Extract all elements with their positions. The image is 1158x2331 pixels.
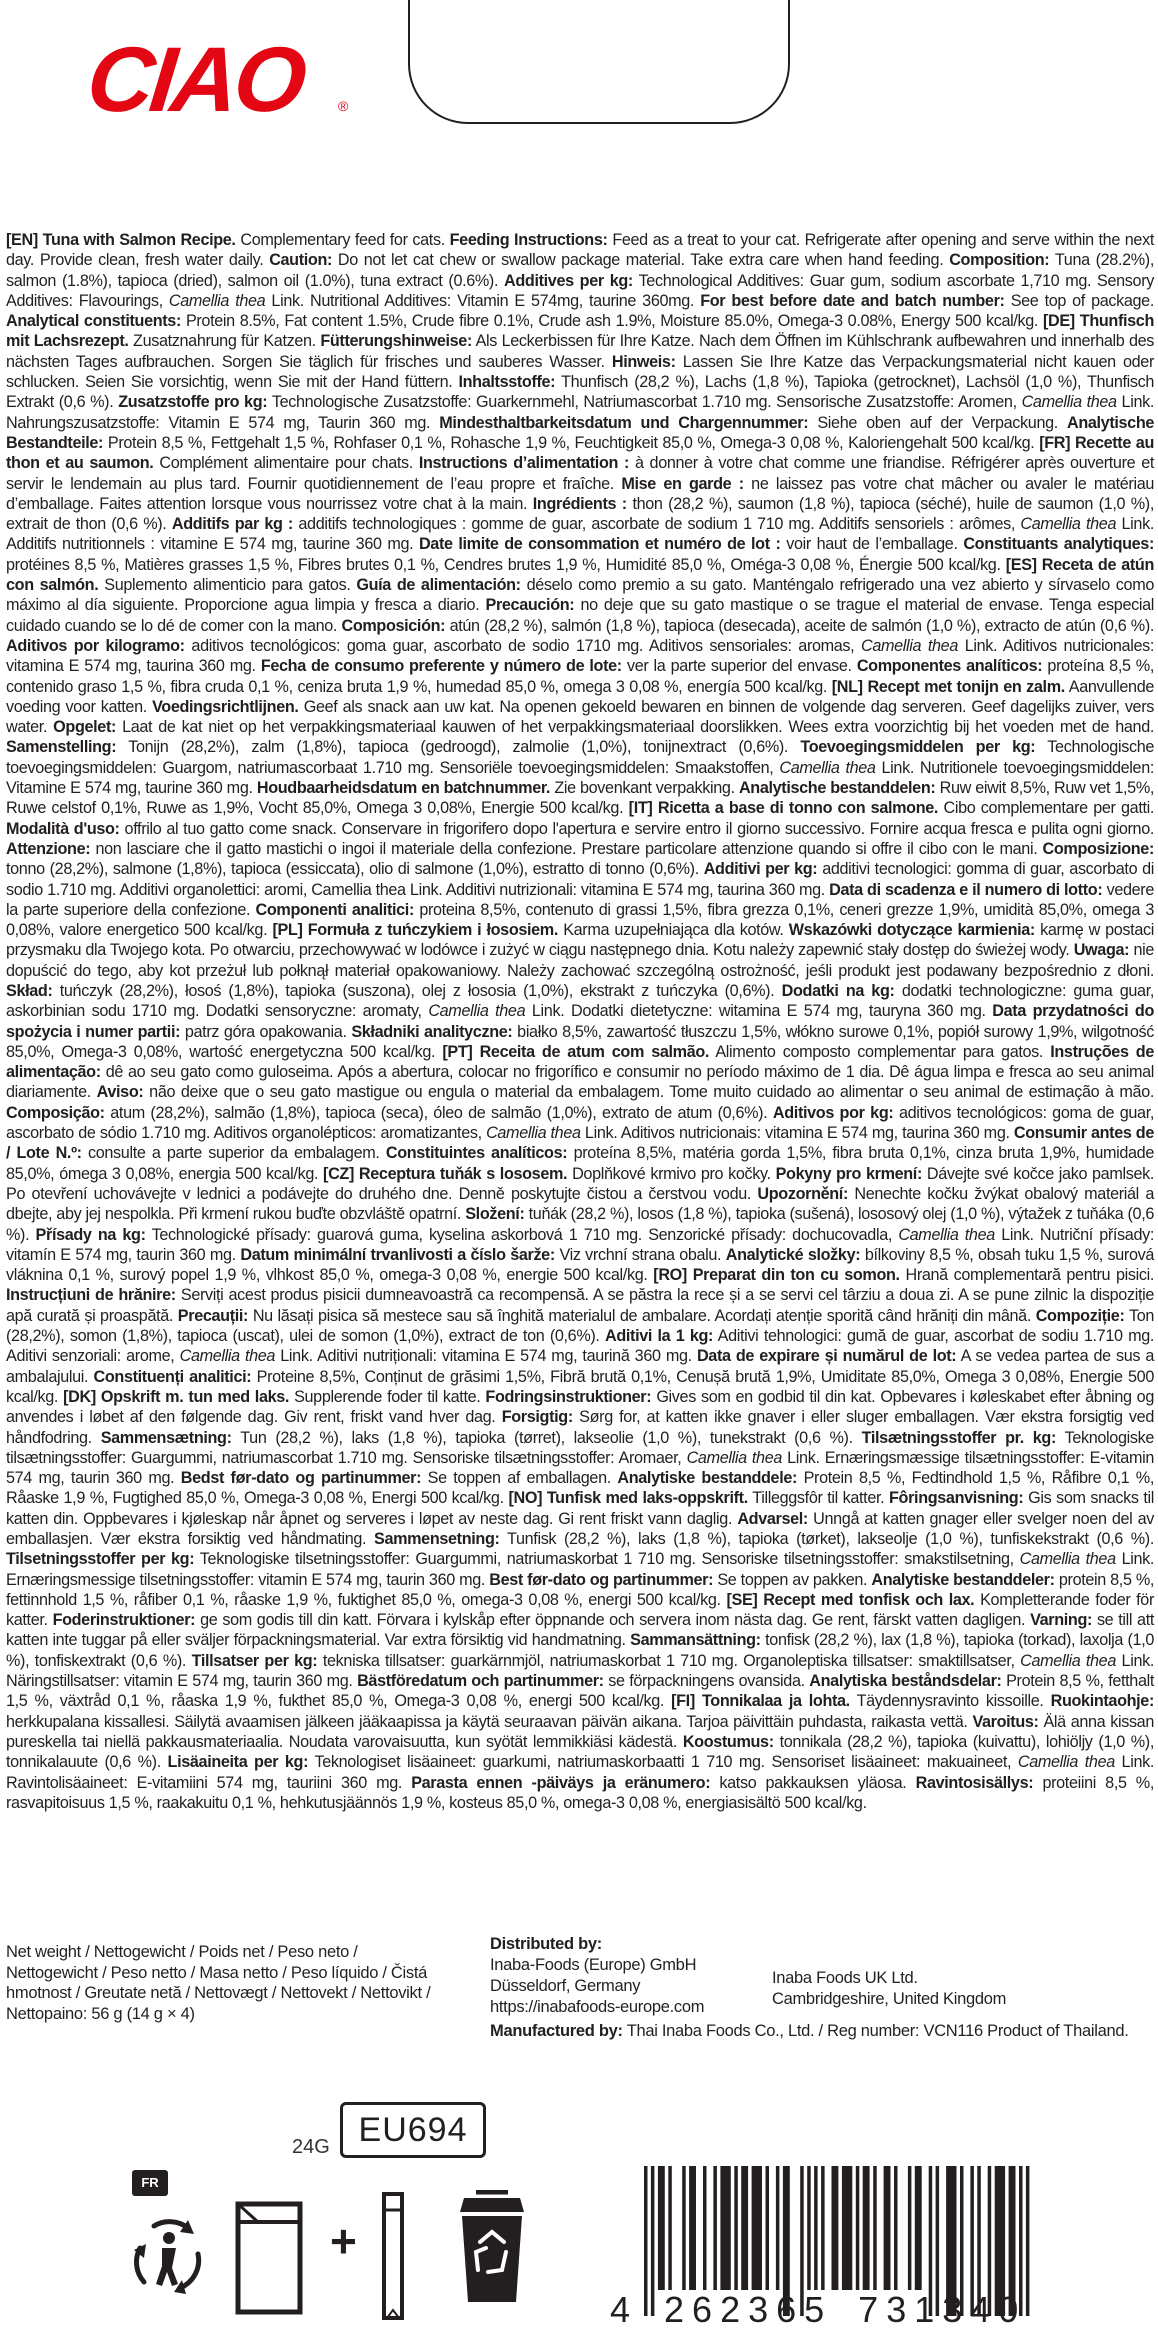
recycling-info (132, 2170, 552, 2330)
text-run: nie dopuścić do tego, aby kot przeżuł lub połknął materiał opakowaniowy. Należy zachować szczególną ostrożność, jeśli produkt jest podawany bezpośrednio z dłoni. (6, 941, 1154, 980)
text-run: ver la parte superior del envase. (621, 657, 857, 676)
country-tag-fr: FR (132, 2170, 168, 2196)
text-run-bold: Additifs par kg : (171, 515, 293, 534)
text-run: Link. Aditivos nutricionais: vitamina E 574 mg, taurina 360 mg. (580, 1124, 1014, 1143)
text-run-bold: [CZ] Receptura tuňák s lososem. (323, 1164, 568, 1183)
text-run: Link. Dodatki dietetyczne: witamina E 574 mg, tauryna 360 mg. (525, 1002, 993, 1021)
text-run: no deje que su gato mastique o se trague el material de envase. Tenga especial cuidado cuando se lo dé de comer con la mano. (6, 596, 1154, 635)
barcode-bar (842, 2166, 852, 2290)
text-run: See top of package. (1004, 291, 1154, 310)
text-run-bold: Tilsætningsstoffer pr. kg: (861, 1428, 1057, 1447)
text-run-bold: Aditivos por kilogramo: (6, 636, 185, 655)
text-run-bold: Instrucțiuni de hrănire: (6, 1286, 176, 1305)
text-run-bold: Mindesthaltbarkeitsdatum und Chargennummer: (439, 413, 809, 432)
text-run-bold: Wskazówki dotyczące karmienia: (788, 921, 1035, 940)
text-run: protein 8,5 %, fettinnhold 1,5 %, råfiber 0,1 %, råaske 1,9 %, fuktighet 85,0 %, omega-3 0,08 %, energi 500 kcal/kg. (6, 1570, 1155, 1609)
text-run-bold: [NL] Recept met tonijn en zalm. (831, 677, 1065, 696)
text-run: Hrană complementară pentru pisici. (899, 1266, 1154, 1285)
text-run: Technologische Zusatzstoffe: Guarkernmehl, Natriumascorbat 1.710 mg. Sensorische Zusatzstoffe: Aromen, (267, 393, 1022, 412)
text-run: Technological Additives: Guar gum, sodium ascorbate 1,710 mg. Sensory Additives: Flavourings, (6, 271, 1154, 310)
text-run: tekniska tillsatser: guarkärnmjöl, natriumaskorbat 1 710 mg. Organoleptiska tillsatser: smaktillsatser, (317, 1651, 1021, 1670)
text-run-bold: [NO] Tunfisk med laks-oppskrift. (508, 1489, 748, 1508)
text-run: Tuna (28.2%), salmon (1.8%), tapioca (dried), salmon oil (1.0%), tuna extract (0.6%). (6, 251, 1154, 290)
text-run: atum (28,2%), salmão (1,8%), tapioca (seca), óleo de salmão (1,0%), extrato de atum (0,6%). (104, 1103, 773, 1122)
text-run: patrz góra opakowania. (180, 1022, 352, 1041)
barcode-bar (720, 2166, 730, 2290)
text-run-bold: Sammensetning: (374, 1530, 500, 1548)
text-run-bold: Pokyny pro krmení: (775, 1164, 922, 1183)
text-run-italic: Camellia thea (1019, 1550, 1116, 1569)
text-run-bold: Ruokintaohje: (1050, 1692, 1154, 1711)
text-run: consulte a parte superior da embalagem. (81, 1144, 386, 1163)
barcode-bar (908, 2166, 912, 2290)
text-run: Link. Ernæringsmessige tilsetningsstoffer: vitamin E 574 mg, taurin 360 mg. (6, 1550, 1155, 1589)
blank-label-area (408, 0, 790, 124)
text-run: Link. Nahrungszusatzstoffe: Vitamin E 574 mg, Taurin 360 mg. (6, 393, 1154, 432)
barcode (610, 2166, 1158, 2331)
text-run-italic: Camellia thea (486, 1124, 581, 1143)
text-run: voir haut de l’emballage. (780, 535, 964, 554)
text-run-bold: Lisäaineita per kg: (167, 1753, 309, 1772)
net-weight-line: Net weight / Nettogewicht / Poids net / Peso neto / (6, 1943, 358, 1961)
text-run-bold: Date limite de consommation et numéro de lot : (418, 535, 781, 554)
text-run-bold: Analytical constituents: (6, 312, 181, 331)
text-run-bold: Varning: (1030, 1611, 1093, 1630)
barcode-first-digit: 4 (610, 2289, 639, 2330)
text-run-bold: [DK] Opskrift m. tun med laks. (63, 1387, 290, 1406)
text-run: Sørg for, at katten ikke gnaver i eller sluger emballagen. Vær ekstra forsigtig ved håndfodring. (6, 1408, 1154, 1447)
text-run: dodatki technologiczne: guma guar, askorbinian sodu 1710 mg. Dodatki sensoryczne: aromaty, (6, 981, 1154, 1021)
text-run-bold: Přísady na kg: (35, 1225, 146, 1244)
text-run: ne laissez pas votre chat mâcher ou avaler le matériau d’emballage. Faites attention lorsque vous nourrissez votre chat à la main. (6, 474, 1155, 513)
text-run-bold: Sammensætning: (100, 1428, 232, 1447)
text-run-bold: Composición: (341, 616, 446, 635)
text-run: vedere la parte superiore della confezione. (6, 880, 1154, 919)
text-run: Lassen Sie Ihre Katze das Verpackungsmaterial nicht kauen oder schlucken. Seien Sie vorsichtig, wenn Sie mit der Hand füttern. (6, 352, 1154, 392)
text-run-bold: Constituants analytiques: (963, 535, 1154, 554)
text-run-bold: Feeding Instructions: (449, 231, 608, 249)
text-run: Gis som snacks til katten din. Oppbevares i kjøleskap når åpnet og serveres i løpet av neste dag. Gi rent friskt vann daglig. (6, 1489, 1154, 1528)
text-run-bold: [EN] Tuna with Salmon Recipe. (6, 231, 236, 249)
text-run: tuńczyk (28,2%), łosoś (1,8%), tapioka (suszona), olej z łososia (1,0%), ekstrakt z tuńczyka (0,6%). (52, 981, 782, 1000)
text-run-italic: Camellia thea (168, 291, 266, 310)
text-run: Technologische toevoegingsmiddelen: Guargom, natriumascorbaat 1.710 mg. Sensoriële toevoegingsmiddelen: Smaakstoffen, (6, 738, 1154, 777)
text-run: Se toppen av pakken. (713, 1570, 872, 1589)
text-run: se till att katten inte tuggar på eller sväljer förpackningsmaterial. Var extra försiktig vid handmatning. (6, 1611, 1154, 1650)
text-run: Ruw eiwit 8,5%, Ruw vet 1,5%, Ruwe celstof 0,1%, Ruwe as 1,9%, Vocht 85,0%, Omega 3 0,08%, Energie 500 kcal/kg. (6, 779, 1155, 818)
text-run-bold: Upozornění: (757, 1184, 848, 1203)
text-run-bold: Advarsel: (737, 1509, 808, 1528)
text-run-italic: Camellia thea (428, 1002, 526, 1021)
pouch-icon (228, 2198, 310, 2318)
barcode-left-group: 262365 (664, 2289, 833, 2330)
barcode-bar (814, 2166, 818, 2290)
text-run: Complementary feed for cats. (235, 231, 450, 249)
net-weight-line: hmotnost / Greutate netă / Nettovægt / Nettovekt / Nettovikt / (6, 1984, 431, 2002)
distributor-uk-block (772, 1968, 1072, 2010)
text-run: Link. Näringstillsatser: vitamin E 574 mg, taurin 360 mg. (6, 1651, 1154, 1691)
text-run: Thunfisch (28,2 %), Lachs (1,8 %), Tapioka (getrocknet), Lachsöl (1,0 %), Thunfisch Extrakt (0,6 %). (6, 373, 1155, 412)
text-run: Link. Ernæringsmæssige tilsætningsstoffer: E-vitamin 574 mg, taurin 360 mg. (6, 1448, 1154, 1488)
text-run-bold: Bästföredatum och partinummer: (357, 1672, 604, 1691)
text-run-italic: Camellia thea (1021, 393, 1117, 412)
text-run: Protein 8,5 %, Fedtindhold 1,5 %, Råfibre 0,1 %, Råaske 1,9 %, Fugtighed 85,0 %, Omega-3 0,08 %, Energi 500 kcal/kg. (6, 1469, 1155, 1508)
text-run: Proteine 8,5%, Conținut de grăsimi 1,5%, Fibră brută 0,1%, Cenușă brută 1,9%, Umiditate 85,0%, Omega 3 0,08%, Energie 500 kcal/kg. (6, 1367, 1154, 1406)
text-run-bold: Analytiske bestanddele: (617, 1469, 798, 1488)
text-run-bold: Zusatzstoffe pro kg: (118, 393, 268, 412)
text-run: Se toppen af emballagen. (421, 1469, 618, 1488)
barcode-bar (915, 2166, 922, 2290)
text-run: Protein 8.5%, Fat content 1.5%, Crude fibre 0.1%, Crude ash 1.9%, Moisture 85.0%, Omega-3 0.08%, Energy 500 kcal/kg. (181, 312, 1043, 331)
text-run-bold: Constituintes analíticos: (385, 1144, 568, 1163)
text-run-bold: Tillsatser per kg: (191, 1651, 318, 1670)
text-run: Link. Aditivos nutricionales: vitamina E 574 mg, taurina 360 mg. (6, 636, 1154, 676)
distributor-eu-line: Düsseldorf, Germany (490, 1977, 641, 1995)
text-run-bold: [FR] Recette au thon et au saumon. (6, 433, 1154, 473)
text-run: Siehe oben auf der Verpackung. (808, 413, 1067, 432)
text-run: Doplňkové krmivo pro kočky. (567, 1164, 776, 1183)
text-run: A se vedea partea de sus a ambalajului. (6, 1347, 1154, 1386)
text-run: proteina 8,5%, contenuto di grassi 1,5%, fibra grezza 0,1%, ceneri grezze 1,9%, umidità 85,0%, omega 3 0,08%, valore energetico 500 kcal/kg. (6, 900, 1154, 940)
barcode-bar (894, 2166, 898, 2290)
text-run: proteína 8,5 %, contenido graso 1,5 %, fibra cruda 0,1 %, ceniza bruta 1,9 %, humedad 85,0 %, omega 3 0,08 %, energía 500 kcal/kg. (6, 657, 1154, 696)
text-run: Suplemento alimenticio para gatos. (98, 576, 357, 595)
barcode-bar (873, 2166, 877, 2290)
text-run: Nenechte kočku žvýkat obalový materiál a dbejte, aby jej nespolkla. Při krmení rukou buďte obzvláště opatrní. (6, 1184, 1154, 1224)
text-run: protéines 8,5 %, Matières grasses 1,5 %, Fibres brutes 0,1 %, Cendres brutes 1,9 %, Humidité 85,0 %, Oméga-3 0,08 %, Énergie 500 kcal/kg. (6, 555, 1006, 574)
net-weight-line: Nettopaino: 56 g (14 g × 4) (6, 2004, 195, 2023)
text-run-italic: Camellia thea (1020, 515, 1117, 534)
text-run-italic: Camellia thea (779, 758, 876, 777)
barcode-bar (766, 2166, 770, 2290)
text-run: Karma uzupełniająca dla kotów. (558, 921, 789, 940)
text-run-bold: Composition: (949, 251, 1050, 270)
text-run: białko 8,5%, zawartość tłuszczu 1,5%, włókno surowe 0,1%, popiół surowy 1,9%, wilgotność 85,0%, Omega-3 0,08%, wartość energetyczna 500 kcal/kg. (6, 1022, 1155, 1061)
text-run-bold: Best før-dato og partinummer: (489, 1570, 714, 1589)
text-run-bold: Precaución: (485, 596, 575, 615)
text-run-italic: Camellia thea (1020, 1651, 1116, 1670)
text-run-bold: Foderinstruktioner: (52, 1611, 196, 1630)
text-run: Teknologiske tilsætningsstoffer: Guargummi, natriumascorbat 1.710 mg. Sensoriske tilsætningsstoffer: Aromaer, (6, 1428, 1154, 1467)
text-run: bílkoviny 8,5 %, obsah tuku 1,5 %, surová vláknina 0,1 %, surový popel 1,9 %, vlhkost 85,0 %, omega-3 0,08 %, energie 500 kcal/kg. (6, 1245, 1154, 1285)
text-run: aditivos tecnológicos: goma de guar, ascorbato de sódio 1.710 mg. Aditivos organolépticos: aromatizantes, (6, 1103, 1154, 1143)
text-run-bold: Sammansättning: (630, 1631, 761, 1650)
text-run-bold: Skład: (6, 981, 53, 1000)
text-run: Kompletterande foder för katter. (6, 1590, 1154, 1630)
barcode-bar (821, 2166, 825, 2290)
text-run-bold: Fodringsinstruktioner: (485, 1387, 652, 1406)
lot-code-box: EU694 (340, 2102, 486, 2158)
text-run-bold: Toevoegingsmiddelen per kg: (800, 738, 1036, 757)
barcode-bar (863, 2166, 870, 2290)
barcode-bar (741, 2166, 748, 2290)
text-run: Älä anna kissan pureskella tai niellä pakkausmateriaalia. Noudata varovaisuutta, kun syötät lemmikkiäsi kädestä. (6, 1712, 1154, 1751)
distributor-block (490, 1934, 790, 2018)
text-run: Tunfisk (28,2 %), laks (1,8 %), tapioka (tørket), lakseolje (1,0 %), tunfiskekstrakt (0,6 %). (499, 1530, 1154, 1548)
text-run-bold: Attenzione: (6, 839, 91, 858)
text-run: Tilleggsfôr til katter. (747, 1489, 890, 1508)
text-run: aditivos tecnológicos: goma guar, ascorbato de sodio 1710 mg. Aditivos sensoriales: aromas, (184, 636, 862, 655)
distributor-uk-line: Cambridgeshire, United Kingdom (772, 1990, 1007, 2008)
ciao-logo: CIAO (82, 29, 308, 131)
text-run: offrilo al tuo gatto come snack. Conservare in frigorifero dopo l'apertura e servire entro il giorno successivo. Fornire acqua fresca e pulita ogni giorno. (119, 819, 1154, 838)
text-run-bold: Datum minimální trvanlivosti a číslo šarže: (240, 1245, 555, 1264)
text-run-bold: Analytische Bestandteile: (6, 413, 1155, 452)
text-run: Cibo complementare per gatti. (938, 799, 1155, 818)
text-run-bold: [RO] Preparat din ton cu somon. (653, 1266, 900, 1285)
text-run: Dávejte své kočce jako pamlsek. Po otevření uchovávejte v lednici a podávejte do druhého dne. Denně poskytujte čistou a čerstvou vodu. (6, 1164, 1155, 1203)
text-run: additifs technologiques : gomme de guar, ascorbate de sodium 1 710 mg. Additifs sensoriels : arômes, (292, 515, 1021, 534)
text-run: tuňák (28,2 %), losos (1,8 %), tapioka (sušená), lososový olej (1,0 %), výtažek z tuňáka (0,6 %). (6, 1205, 1154, 1244)
net-weight-block (6, 1942, 446, 2024)
registered-mark: ® (338, 98, 349, 114)
text-run: Aditivi tehnologici: gumă de guar, ascorbat de sodiu 1.710 mg. Aditivi senzoriali: arome, (6, 1327, 1155, 1366)
text-run-bold: Componenti analitici: (255, 900, 414, 919)
weight-code: 24G (292, 2136, 330, 2158)
ingredients-text-block (6, 230, 1154, 1813)
text-run-italic: Camellia thea (179, 1347, 276, 1366)
text-run: Link. Additifs nutritionnels : vitamine E 574 mg, taurine 360 mg. (6, 515, 1154, 554)
stick-pack-icon (378, 2188, 408, 2324)
text-run: additivi tecnologici: gomma di guar, ascorbato di sodio 1.710 mg. Additivi organolettici: aromi, Camellia thea Link. Additivi nutrizionali: vitamina E 574 mg, taurina 360 mg. (6, 860, 1154, 899)
text-run: Ton (28,2%), somon (1,8%), tapioca (uscat), ulei de somon (1,0%), extract de ton (0,6%). (6, 1306, 1154, 1346)
text-run: déselo como premio a su gato. Manténgalo refrigerado una vez abierto y sírvaselo como máximo al día siguiente. Proporcione agua limpia y fresca a diario. (6, 576, 1154, 615)
text-run: herkkupalana kissallesi. Säilytä avaamisen jälkeen jääkaapissa ja käytä seuraavan päivän aikana. Tarjoa päivittäin puhdasta, raikasta vettä. (6, 1712, 973, 1731)
text-run-bold: Consumir antes de / Lote N.º: (6, 1124, 1154, 1163)
barcode-bar (734, 2166, 738, 2290)
text-run-bold: Dodatki na kg: (781, 981, 895, 1000)
distributor-uk-line: Inaba Foods UK Ltd. (772, 1969, 918, 1987)
text-run-bold: Composizione: (1042, 839, 1154, 858)
text-run-bold: Houdbaarheidsdatum en batchnummer. (256, 779, 551, 798)
text-run: Nu lăsați pisica să mestece sau să înghită materialul de ambalare. Acordați atenție sporită când hrăniți din mână. (248, 1306, 1036, 1325)
text-run-bold: [PL] Formuła z tuńczykiem i łososiem. (272, 921, 558, 940)
text-run-bold: Složení: (465, 1205, 525, 1224)
text-run: Teknologiset lisäaineet: guarkumi, natriumaskorbaatti 1 710 mg. Sensoriset lisäaineet: makuaineet, (308, 1753, 1018, 1772)
barcode-bar (682, 2166, 686, 2290)
text-run-bold: Hinweis: (611, 352, 676, 371)
text-run: Unngå at katten gnager eller svelger noen del av emballasjen. Vær ekstra forsiktig ved håndmating. (6, 1509, 1154, 1548)
text-run: Teknologiske tilsetningsstoffer: Guargummi, natriumaskorbat 1 710 mg. Sensoriske tilsetningsstoffer: smakstilsetning, (194, 1550, 1020, 1569)
text-run-italic: Camellia thea (898, 1225, 995, 1244)
text-run: Täydennysravinto kissoille. (849, 1692, 1051, 1711)
text-run: thon (28,2 %), saumon (1,8 %), tapioca (séché), huile de saumon (1,0 %), extrait de thon (0,6 %). (6, 494, 1154, 534)
text-run-bold: Instruções de alimentação: (6, 1042, 1154, 1082)
text-run: Aanvullende voeding voor katten. (6, 677, 1155, 716)
distributor-title: Distributed by: (490, 1935, 602, 1953)
text-run-bold: Fütterungshinweise: (320, 332, 472, 351)
text-run: Alimento composto complementar para gatos. (709, 1042, 1051, 1061)
text-run-bold: [IT] Ricetta a base di tonno con salmone. (628, 799, 939, 818)
text-run-bold: Modalità d'uso: (6, 819, 120, 838)
text-run-bold: [ES] Receta de atún con salmón. (6, 555, 1154, 595)
barcode-bar (713, 2166, 717, 2290)
text-run: Laat de kat niet op het verpakkingsmateriaal kauwen of het verpakkingsmateriaal doorslikken. Wees extra voorzichtig bij het voeden met de hand. (116, 718, 1154, 737)
text-run-bold: Składniki analityczne: (351, 1022, 513, 1041)
text-run: Link. Aditivi nutriționali: vitamina E 574 mg, taurină 360 mg. (275, 1347, 697, 1366)
text-run-bold: Mise en garde : (621, 474, 744, 493)
barcode-bar (776, 2166, 780, 2290)
text-run: Als Leckerbissen für Ihre Katze. Nach dem Öffnen im Kühlschrank aufbewahren und innerhalb des nächsten Tages aufbrauchen. Sorgen Sie täglich für frisches und sauberes Wasser. (6, 332, 1155, 371)
text-run-bold: Aditivi la 1 kg: (605, 1327, 714, 1346)
text-run: Supplerende foder til katte. (289, 1387, 486, 1406)
text-run: Protein 8,5 %, Fettgehalt 1,5 %, Rohfaser 0,1 %, Rohasche 1,9 %, Feuchtigkeit 85,0 %, Omega-3 0,08 %, Kaloriengehalt 500 kcal/kg. (103, 433, 1040, 452)
barcode-bar (658, 2166, 665, 2290)
text-run-bold: Uwaga: (1073, 941, 1130, 960)
text-run-bold: Analytiske bestanddeler: (871, 1570, 1055, 1589)
text-run: Zie bovenkant verpakking. (550, 779, 739, 798)
text-run: Complément alimentaire pour chats. (153, 454, 419, 473)
text-run-bold: Varoitus: (972, 1712, 1039, 1731)
text-run-bold: Aditivos por kg: (772, 1103, 894, 1122)
recycle-bin-icon (446, 2190, 538, 2310)
text-run-bold: Bedst før-dato og partinummer: (180, 1469, 422, 1488)
text-run: katso pakkauksen yläosa. (710, 1773, 916, 1792)
text-run: tonfisk (28,2 %), lax (1,8 %), tapioka (torkad), laxolja (1,0 %), tonfiskextrakt (0,6 %). (6, 1631, 1155, 1670)
barcode-bar (689, 2166, 696, 2290)
text-run-bold: Additives per kg: (504, 271, 633, 290)
text-run: atún (28,2 %), salmón (1,8 %), tapioca (desecada), aceite de salmón (1,0 %), extracto de atún (0,6 %). (445, 616, 1155, 635)
text-run: se förpackningens ovansida. (603, 1672, 810, 1691)
text-run-bold: Data przydatności do spożycia i numer partii: (6, 1002, 1154, 1041)
text-run-bold: [SE] Recept med tonfisk och lax. (726, 1590, 975, 1609)
barcode-bar (884, 2166, 891, 2290)
barcode-right-group: 731340 (858, 2289, 1027, 2330)
text-run: Protein 8,5 %, fetthalt 1,5 %, växtråd 0,1 %, råaska 1,9 %, fukthet 85,0 %, Omega-3 0,08 %, energi 500 kcal/kg. (6, 1672, 1154, 1711)
text-run: Link. Nutritionele toevoegingsmiddelen: Vitamine E 574 mg, taurine 360 mg. (6, 758, 1154, 798)
text-run: Do not let cat chew or swallow package material. Take extra care when hand feeding. (332, 251, 950, 270)
barcode-bar (703, 2166, 707, 2290)
distributor-eu-line: https://inabafoods-europe.com (490, 1998, 705, 2016)
text-run-bold: For best before date and batch number: (700, 291, 1005, 310)
text-run: à donner à votre chat comme une friandise. Réfrigérer après ouverture et servir le lendemain au plus tard. Fournir quotidiennement de l’eau propre et fraîche. (6, 454, 1154, 493)
text-run: Technologické přísady: guarová guma, kyselina askorbová 1 710 mg. Senzorické přísady: dochucovadla, (145, 1225, 899, 1244)
text-run-bold: Analytiska beståndsdelar: (809, 1672, 1002, 1691)
text-run: tonno (28,2%), salmone (1,8%), tapioca (essiccata), olio di salmone (1,0%), estratto di tonno (0,6%). (6, 860, 704, 879)
manufacturer-line (490, 2021, 1150, 2042)
text-run-bold: Caution: (269, 251, 333, 270)
text-run-bold: Precauții: (177, 1306, 249, 1325)
text-run-bold: Tilsetningsstoffer per kg: (6, 1550, 195, 1569)
text-run-bold: Constituenți analitici: (93, 1367, 252, 1386)
text-run-bold: Guía de alimentación: (356, 576, 521, 595)
text-run: Link. Nutriční přísady: vitamín E 574 mg, taurin 360 mg. (6, 1225, 1154, 1264)
text-run-bold: Analytické složky: (725, 1245, 861, 1264)
text-run: Feed as a treat to your cat. Refrigerate after opening and serve within the next day. Provide clean, fresh water daily. (6, 231, 1154, 270)
text-run-bold: Analytische bestanddelen: (738, 779, 936, 798)
text-run-bold: Samenstelling: (6, 738, 117, 757)
text-run-bold: Inhaltsstoffe: (458, 373, 556, 392)
text-run: proteiini 8,5 %, rasvapitoisuus 1,5 %, raakakuitu 0,1 %, hehkutusjäännös 1,9 %, kosteus 85,0 %, omega-3 0,08 %, energiasisältö 500 kcal/kg. (6, 1773, 1154, 1812)
text-run-bold: Ravintosisällys: (915, 1773, 1034, 1792)
text-run: tonnikala (28,2 %), tapioka (kuivattu), lohiöljy (1,0 %), tonnikalauute (0,6 %). (6, 1732, 1154, 1772)
text-run-italic: Camellia thea (1017, 1753, 1115, 1772)
text-run-bold: Composição: (6, 1103, 105, 1122)
distributor-eu-line: Inaba-Foods (Europe) GmbH (490, 1956, 697, 1974)
text-run: non lasciare che il gatto mastichi o ingoi il materiale della confezione. Prestare particolare attenzione quando si offre il cibo con le mani. (90, 839, 1043, 858)
text-run-italic: Camellia thea (686, 1448, 782, 1467)
text-run: karmę w postaci przysmaku dla Twojego kota. Po otwarciu, przechowywać w lodówce i zużyć w ciągu następnego dnia. Kotu należy zapewnić stały dostęp do świeżej wody. (6, 921, 1154, 960)
text-run-bold: Aviso: (96, 1083, 144, 1102)
text-run-bold: Data di scadenza e il numero di lotto: (829, 880, 1103, 899)
text-run: ge som godis till din katt. Förvara i kylskåp efter öppnande och servera inom nästa dag. Ge rent, färskt vatten dagligen. (195, 1611, 1031, 1630)
text-run-bold: [DE] Thunfisch mit Lachsrezept. (6, 312, 1154, 351)
text-run-bold: Data de expirare și numărul de lot: (696, 1347, 957, 1366)
net-weight-line: Nettogewicht / Peso netto / Masa netto / Peso líquido / Čistá (6, 1963, 428, 1982)
text-run-bold: [FI] Tonnikalaa ja lohta. (671, 1692, 850, 1711)
text-run: não deixe que o seu gato mastigue ou engula o material da embalagem. Tome muito cuidado ao alimentar o seu animal de estimação à mão. (143, 1083, 1154, 1102)
text-run: dê ao seu gato como guloseima. Após a abertura, colocar no frigorífico e consumir no período máximo de 1 dia. Dê água limpa e fresca ao seu animal diariamente. (6, 1063, 1154, 1102)
text-run-italic: Camellia thea (861, 636, 958, 655)
text-run-bold: Additivi per kg: (703, 860, 818, 879)
triman-icon (132, 2204, 206, 2300)
barcode-digits (610, 2289, 1158, 2331)
text-run-bold: Voedingsrichtlijnen. (152, 697, 299, 716)
text-run-bold: Koostumus: (682, 1732, 774, 1751)
barcode-bar (856, 2166, 860, 2290)
text-run-bold: Instructions d’alimentation : (418, 454, 630, 473)
manufacturer-text: Thai Inaba Foods Co., Ltd. / Reg number: VCN116 Product of Thailand. (622, 2022, 1129, 2040)
text-run-bold: Parasta ennen -päiväys ja eränumero: (411, 1773, 711, 1792)
text-run: Tonijn (28,2%), zalm (1,8%), tapioca (gedroogd), zalmolie (1,0%), tonijnextract (0,6%). (116, 738, 801, 757)
text-run: Geef als snack aan uw kat. Na openen gekoeld bewaren en binnen de volgende dag serveren. Geef dagelijks zuiver, vers water. (6, 697, 1154, 737)
text-run-bold: Compoziție: (1035, 1306, 1125, 1325)
text-run-bold: Fôringsanvisning: (889, 1489, 1024, 1508)
barcode-bar (807, 2166, 811, 2290)
barcode-bar (752, 2166, 762, 2290)
barcode-bar (832, 2166, 839, 2290)
barcode-bar (668, 2166, 672, 2290)
plus-sign: + (330, 2215, 357, 2267)
manufacturer-label: Manufactured by: (490, 2022, 623, 2040)
text-run: Link. Nutritional Additives: Vitamin E 574mg, taurine 360mg. (265, 291, 701, 310)
text-run: Serviți acest produs pisicii dumneavoastră ca recompensă. A se păstra la rece și a se servi cel târziu a doua zi. A se pune zilnic la dispoziție apă curată și proaspătă. (6, 1286, 1154, 1325)
text-run-bold: [PT] Receita de atum com salmão. (442, 1042, 710, 1061)
text-run-bold: Componentes analíticos: (856, 657, 1043, 676)
text-run: Link. Ravintolisäaineet: E-vitamiini 574 mg, tauriini 360 mg. (6, 1753, 1155, 1792)
text-run: Tun (28,2 %), laks (1,8 %), tapioka (tørret), lakseolie (1,0 %), tunekstrakt (0,6 %). (231, 1428, 862, 1447)
text-run-bold: Ingrédients : (532, 494, 627, 513)
text-run: Gives som en godbid til din kat. Opbevares i køleskabet efter åbning og anvendes i løbet af den følgende dag. Giv rent, friskt vand hver dag. (6, 1387, 1154, 1427)
text-run-bold: Fecha de consumo preferente y número de lote: (260, 657, 622, 676)
text-run: Zusatznahrung für Katzen. (128, 332, 321, 351)
text-run-bold: Forsigtig: (501, 1408, 573, 1427)
text-run-bold: Opgelet: (53, 718, 117, 737)
text-run: proteína 8,5%, matéria gorda 1,5%, fibra bruta 0,1%, cinza bruta 1,9%, humidade 85,0%, ómega 3 0,08%, energia 500 kcal/kg. (6, 1144, 1154, 1183)
text-run: Viz vrchní strana obalu. (554, 1245, 726, 1264)
